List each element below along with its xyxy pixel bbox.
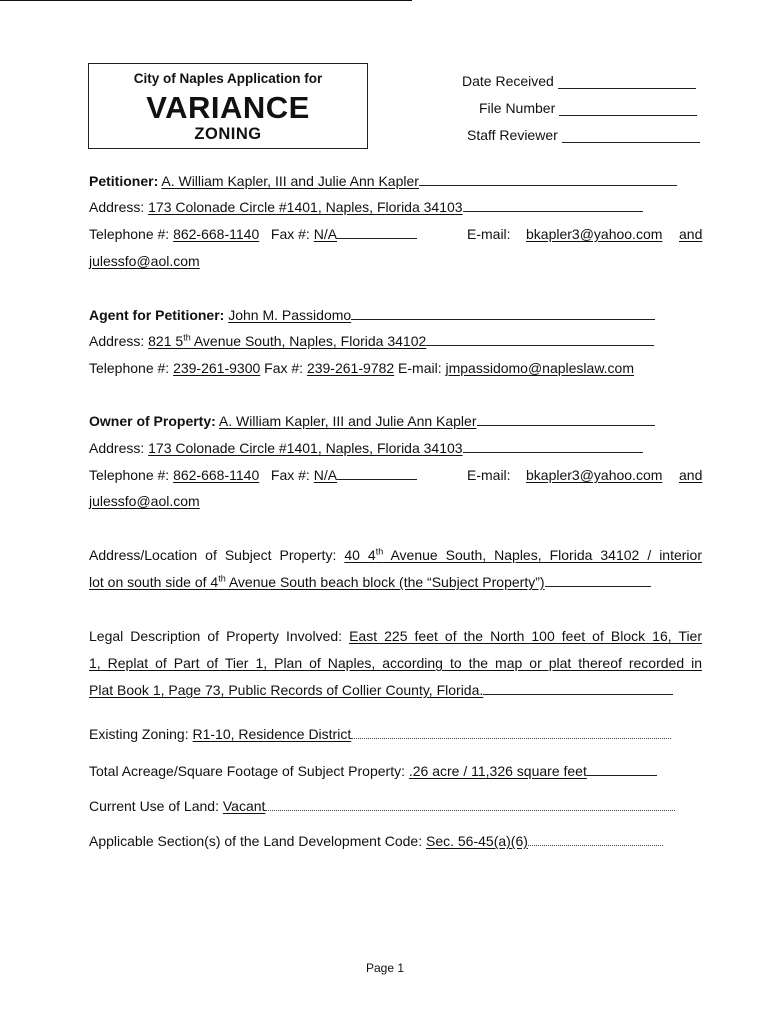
legal-description-fill xyxy=(483,681,673,695)
agent-telephone: 239-261-9300 xyxy=(173,360,261,376)
agent-email-label: E-mail: xyxy=(398,360,442,376)
land-use-row xyxy=(89,797,675,815)
staff-reviewer-blank[interactable] xyxy=(562,128,700,143)
code-section-value: Sec. 56-45(a)(6) xyxy=(425,833,528,849)
petitioner-email-label: E-mail: xyxy=(467,226,511,242)
legal-description-label: Legal Description of Property Involved: xyxy=(89,628,343,644)
existing-zoning-value: R1-10, Residence District xyxy=(192,726,352,742)
agent-fax: 239-261-9782 xyxy=(306,360,395,376)
petitioner-address-row xyxy=(89,198,643,216)
petitioner-fax: N/A xyxy=(313,226,338,242)
staff-reviewer-label: Staff Reviewer xyxy=(467,127,558,143)
petitioner-name: A. William Kapler, III and Julie Ann Kapler xyxy=(161,173,419,189)
owner-email-2-row xyxy=(89,492,200,510)
subject-property-location-2 xyxy=(89,574,545,590)
petitioner-email-2-row xyxy=(89,252,200,270)
subject-property-label: Address/Location of Subject Property: xyxy=(89,547,337,563)
date-received-blank[interactable] xyxy=(558,74,696,89)
petitioner-email-2: julessfo@aol.com xyxy=(89,253,200,269)
file-number-label: File Number xyxy=(479,100,556,116)
owner-email-label: E-mail: xyxy=(467,467,511,483)
acreage-fill xyxy=(587,762,657,776)
subject-property-sup-1: th xyxy=(375,546,384,557)
owner-address-row xyxy=(89,439,643,457)
legal-description-text-3: Plat Book 1, Page 73, Public Records of Collier County, Florida. xyxy=(89,682,484,698)
date-received-field xyxy=(462,73,696,89)
owner-fax-label: Fax #: xyxy=(270,467,310,483)
legal-description-text-2: 1, Replat of Part of Tier 1, Plan of Naples, according to the map or plat thereof recorded in xyxy=(89,655,702,671)
agent-address-row xyxy=(89,332,654,350)
application-title-box xyxy=(88,63,368,149)
agent-telephone-label: Telephone #: xyxy=(89,360,170,376)
legal-description-text-1: East 225 feet of the North 100 feet of Block 16, Tier xyxy=(349,628,702,644)
agent-contact-row xyxy=(89,359,634,377)
owner-address-fill xyxy=(463,439,643,453)
agent-name: John M. Passidomo xyxy=(228,307,352,323)
petitioner-label: Petitioner: xyxy=(89,173,159,189)
page-number: Page 1 xyxy=(365,961,405,975)
subject-property-location-1 xyxy=(344,547,702,563)
agent-name-fill xyxy=(351,306,655,320)
subject-property-fill xyxy=(545,573,651,587)
owner-row xyxy=(89,412,655,430)
acreage-value: .26 acre / 11,326 square feet xyxy=(408,763,587,779)
agent-row xyxy=(89,306,655,324)
agent-fax-label: Fax #: xyxy=(264,360,304,376)
subject-property-line-1 xyxy=(89,546,702,564)
subject-property-number: 40 4 xyxy=(344,547,376,563)
owner-fax-fill xyxy=(337,466,417,480)
owner-fax: N/A xyxy=(313,467,338,483)
acreage-label: Total Acreage/Square Footage of Subject Property: xyxy=(89,763,405,779)
petitioner-address-label: Address: xyxy=(89,199,145,215)
petitioner-contact-row xyxy=(89,225,702,243)
owner-label: Owner of Property: xyxy=(89,413,216,429)
owner-contact-row xyxy=(89,466,702,484)
agent-email: jmpassidomo@napleslaw.com xyxy=(445,360,634,376)
petitioner-telephone: 862-668-1140 xyxy=(173,226,260,242)
agent-address-number: 821 5 xyxy=(148,333,184,349)
acreage-row xyxy=(89,762,657,780)
subject-property-line2-pre: lot on south side of 4 xyxy=(89,574,219,590)
code-section-fill xyxy=(528,832,663,846)
title-line-city: City of Naples Application for xyxy=(133,71,323,86)
owner-telephone: 862-668-1140 xyxy=(173,467,260,483)
subject-property-line-2 xyxy=(89,573,651,591)
owner-email-and: and xyxy=(679,467,703,483)
petitioner-address: 173 Colonade Circle #1401, Naples, Florida 34103 xyxy=(148,199,463,215)
owner-email-1: bkapler3@yahoo.com xyxy=(526,467,663,483)
agent-address xyxy=(148,333,426,349)
file-number-field xyxy=(479,100,697,116)
code-section-label: Applicable Section(s) of the Land Development Code: xyxy=(89,833,423,849)
title-zoning: ZONING xyxy=(194,125,262,143)
petitioner-name-fill xyxy=(419,172,677,186)
legal-description-line-1 xyxy=(89,627,702,645)
title-variance: VARIANCE xyxy=(146,90,310,125)
agent-address-label: Address: xyxy=(89,333,145,349)
owner-name: A. William Kapler, III and Julie Ann Kapler xyxy=(218,413,477,429)
owner-telephone-label: Telephone #: xyxy=(89,467,170,483)
date-received-label: Date Received xyxy=(462,73,554,89)
petitioner-fax-label: Fax #: xyxy=(270,226,310,242)
subject-property-street: Avenue South, Naples, Florida 34102 / interior xyxy=(383,547,702,563)
petitioner-address-fill xyxy=(463,198,643,212)
petitioner-email-and: and xyxy=(679,226,703,242)
existing-zoning-label: Existing Zoning: xyxy=(89,726,189,742)
agent-address-sup: th xyxy=(183,332,191,343)
petitioner-fax-fill xyxy=(337,225,417,239)
subject-property-line2-post: Avenue South beach block (the “Subject Property”) xyxy=(225,574,545,590)
top-rule xyxy=(0,0,412,1)
land-use-value: Vacant xyxy=(222,798,266,814)
petitioner-email-1: bkapler3@yahoo.com xyxy=(526,226,663,242)
petitioner-telephone-label: Telephone #: xyxy=(89,226,170,242)
existing-zoning-row xyxy=(89,725,671,743)
file-number-blank[interactable] xyxy=(559,101,697,116)
petitioner-row xyxy=(89,172,677,190)
staff-reviewer-field xyxy=(467,127,700,143)
code-section-row xyxy=(89,832,663,850)
owner-address-label: Address: xyxy=(89,440,145,456)
agent-address-fill xyxy=(426,332,654,346)
subject-property-sup-2: th xyxy=(218,573,226,584)
owner-name-fill xyxy=(477,412,655,426)
land-use-fill xyxy=(265,797,675,811)
land-use-label: Current Use of Land: xyxy=(89,798,219,814)
legal-description-line-3 xyxy=(89,681,673,699)
owner-address: 173 Colonade Circle #1401, Naples, Florida 34103 xyxy=(148,440,463,456)
agent-address-street: Avenue South, Naples, Florida 34102 xyxy=(190,333,427,349)
existing-zoning-fill xyxy=(351,725,671,739)
agent-label: Agent for Petitioner: xyxy=(89,307,225,323)
owner-email-2: julessfo@aol.com xyxy=(89,493,200,509)
